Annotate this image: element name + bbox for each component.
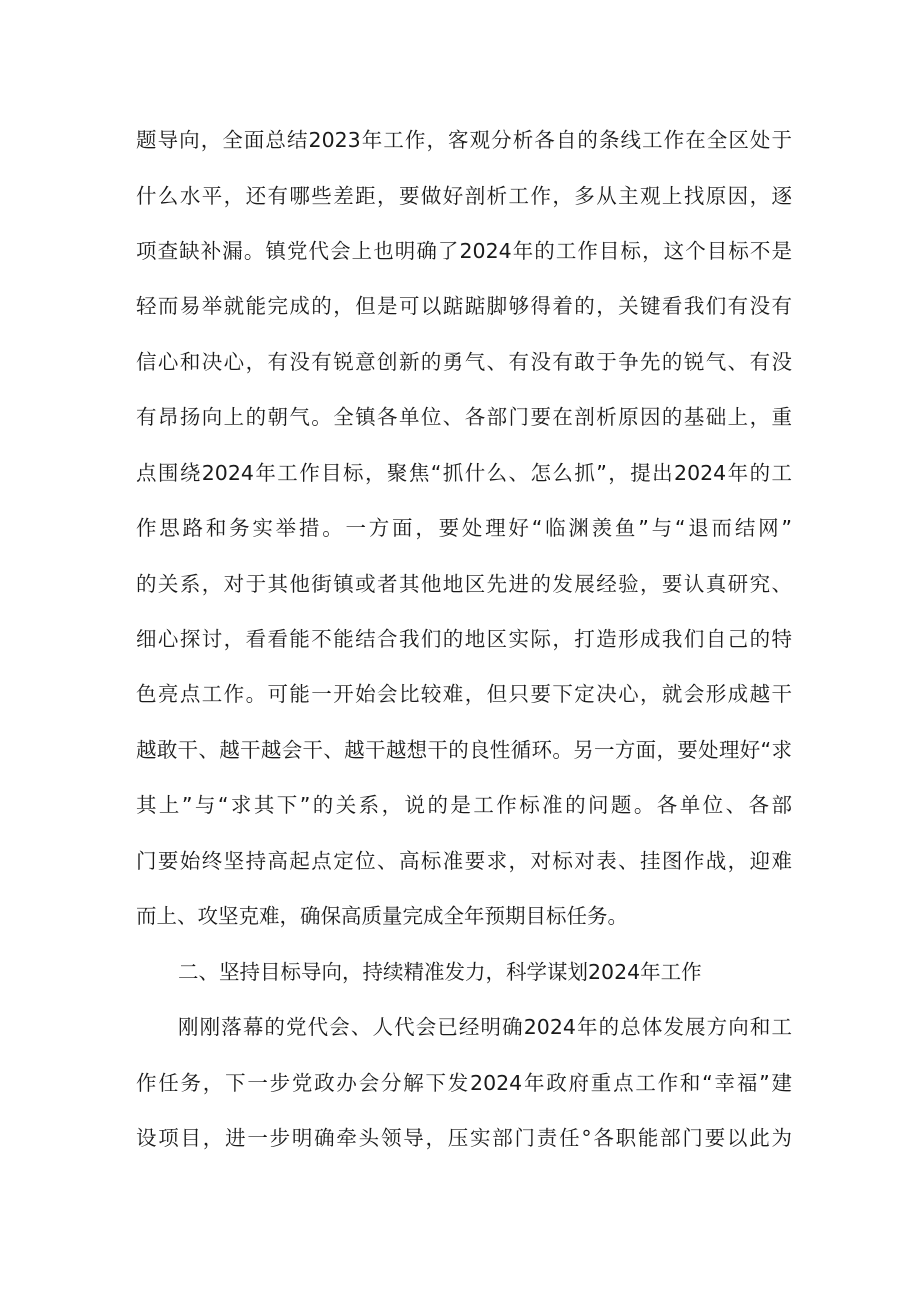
paragraph-1-line-7: 点围绕2024年工作目标，聚焦“抓什么、怎么抓”，提出2024年的工 bbox=[136, 461, 792, 485]
paragraph-1-line-6: 有昂扬向上的朝气。全镇各单位、各部门要在剖析原因的基础上，重 bbox=[136, 405, 792, 429]
paragraph-2-line-2: 作任务，下一步党政办会分解下发2024年政府重点工作和“幸福”建 bbox=[136, 1071, 792, 1095]
paragraph-1-line-9: 的关系，对于其他街镇或者其他地区先进的发展经验，要认真研究、 bbox=[136, 572, 792, 596]
paragraph-1-line-4: 轻而易举就能完成的，但是可以踮踮脚够得着的，关键看我们有没有 bbox=[136, 294, 792, 318]
paragraph-1-line-13: 其上”与“求其下”的关系，说的是工作标准的问题。各单位、各部 bbox=[136, 793, 792, 817]
paragraph-1-line-8: 作思路和务实举措。一方面，要处理好“临渊羡鱼”与“退而结网” bbox=[136, 516, 792, 540]
paragraph-2-line-3: 设项目，进一步明确牵头领导，压实部门责任°各职能部门要以此为 bbox=[136, 1126, 792, 1150]
paragraph-2-line-1: 刚刚落幕的党代会、人代会已经明确2024年的总体发展方向和工 bbox=[178, 1015, 792, 1039]
paragraph-1-line-14: 门要始终坚持高起点定位、高标准要求，对标对表、挂图作战，迎难 bbox=[136, 849, 792, 873]
paragraph-1-line-12: 越敢干、越干越会干、越干越想干的良性循环。另一方面，要处理好“求 bbox=[136, 738, 792, 762]
paragraph-1-line-3: 项查缺补漏。镇党代会上也明确了2024年的工作目标，这个目标不是 bbox=[136, 239, 792, 263]
paragraph-1-line-1: 题导向，全面总结2023年工作，客观分析各自的条线工作在全区处于 bbox=[136, 128, 792, 152]
paragraph-1-line-2: 什么水平，还有哪些差距，要做好剖析工作，多从主观上找原因，逐 bbox=[136, 184, 792, 208]
paragraph-1-line-5: 信心和决心，有没有锐意创新的勇气、有没有敢于争先的锐气、有没 bbox=[136, 350, 792, 374]
paragraph-1-line-10: 细心探讨，看看能不能结合我们的地区实际，打造形成我们自己的特 bbox=[136, 627, 792, 651]
section-heading: 二、坚持目标导向，持续精准发力，科学谋划2024年工作 bbox=[178, 960, 702, 984]
paragraph-1-line-15: 而上、攻坚克难，确保高质量完成全年预期目标任务。 bbox=[136, 904, 628, 928]
paragraph-1-line-11: 色亮点工作。可能一开始会比较难，但只要下定决心，就会形成越干 bbox=[136, 682, 792, 706]
